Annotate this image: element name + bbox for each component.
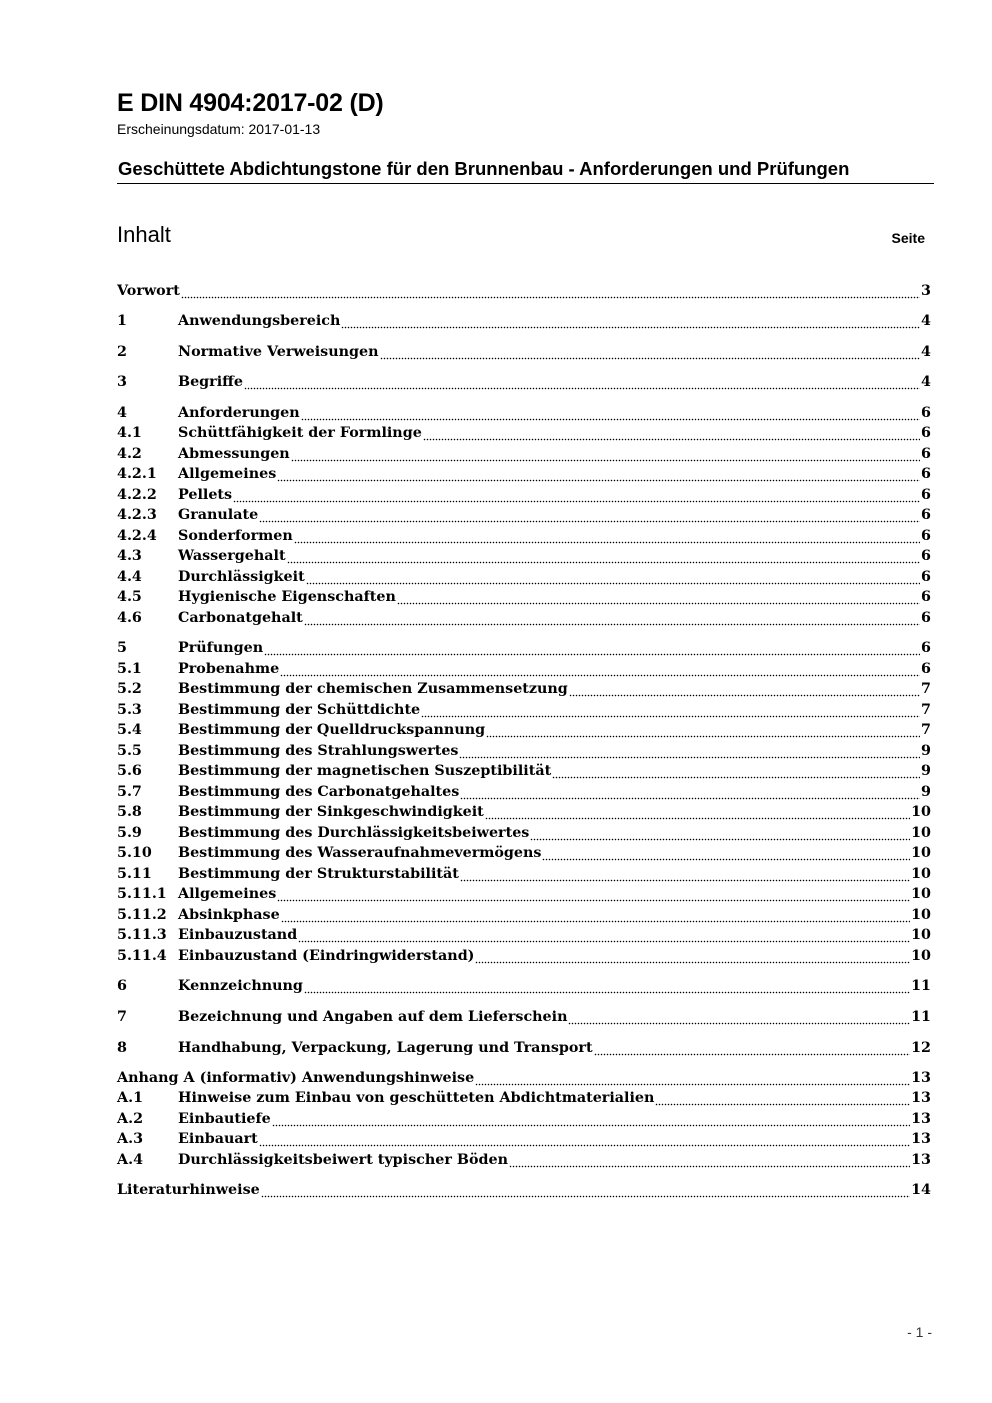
- toc-entry-title: Bestimmung der Schüttdichte: [178, 702, 421, 718]
- toc-entry-page: 14: [911, 1182, 931, 1198]
- dot-leader: [259, 505, 920, 525]
- toc-entry-title: Bestimmung der Strukturstabilität: [178, 866, 459, 882]
- toc-entry-title: Bestimmung des Carbonatgehaltes: [178, 784, 460, 800]
- toc-entry-number: 4.2: [117, 446, 142, 462]
- toc-entry-number: 4.2.1: [117, 466, 157, 482]
- toc-entry-title: Einbauzustand (Eindringwiderstand): [178, 948, 475, 964]
- dot-leader: [277, 464, 920, 484]
- toc-entry[interactable]: [117, 505, 931, 525]
- toc-entry-title: Bestimmung des Wasseraufnahmevermögens: [178, 845, 542, 861]
- dot-leader: [277, 884, 910, 904]
- toc-entry-title: Pellets: [178, 487, 233, 503]
- toc-entry-number: 3: [117, 374, 127, 390]
- toc-entry-title: Prüfungen: [178, 640, 264, 656]
- toc-entry-page: 6: [921, 446, 931, 462]
- toc-entry-title: Bestimmung der Sinkgeschwindigkeit: [178, 804, 484, 820]
- toc-entry-page: 11: [911, 1009, 931, 1025]
- toc-entry-number: 5.11.3: [117, 927, 167, 943]
- toc-entry-page: 9: [921, 784, 931, 800]
- dot-leader: [542, 843, 910, 863]
- toc-entry[interactable]: [117, 905, 931, 925]
- toc-entry-number: 5.11.4: [117, 948, 167, 964]
- toc-entry[interactable]: [117, 281, 931, 301]
- toc-entry[interactable]: [117, 608, 931, 628]
- toc-entry-number: 5.2: [117, 681, 142, 697]
- toc-entry[interactable]: [117, 843, 931, 863]
- toc-entry[interactable]: [117, 1150, 931, 1170]
- toc-entry-page: 12: [911, 1040, 931, 1056]
- toc-entry[interactable]: [117, 761, 931, 781]
- dot-leader: [421, 700, 920, 720]
- toc-entry-title: Anhang A (informativ) Anwendungshinweise: [117, 1070, 475, 1086]
- toc-entry-page: 6: [921, 487, 931, 503]
- toc-entry[interactable]: [117, 802, 931, 822]
- dot-leader: [287, 546, 920, 566]
- toc-entry-page: 4: [921, 344, 931, 360]
- dot-leader: [594, 1038, 911, 1058]
- toc-entry-page: 13: [911, 1131, 931, 1147]
- dot-leader: [304, 608, 920, 628]
- toc-entry-page: 13: [911, 1090, 931, 1106]
- dot-leader: [460, 782, 920, 802]
- toc-entry-title: Bestimmung der Quelldruckspannung: [178, 722, 486, 738]
- toc-entry-number: 5.4: [117, 722, 142, 738]
- toc-entry[interactable]: [117, 567, 931, 587]
- toc-entry[interactable]: [117, 864, 931, 884]
- toc-entry-page: 4: [921, 313, 931, 329]
- dot-leader: [459, 741, 920, 761]
- toc-entry-page: 13: [911, 1070, 931, 1086]
- toc-entry[interactable]: [117, 823, 931, 843]
- toc-entry[interactable]: [117, 403, 931, 423]
- toc-entry-page: 6: [921, 425, 931, 441]
- toc-entry-number: 5.9: [117, 825, 142, 841]
- toc-entry-number: 4.6: [117, 610, 142, 626]
- dot-leader: [304, 976, 910, 996]
- dot-leader: [509, 1150, 910, 1170]
- toc-entry[interactable]: [117, 700, 931, 720]
- toc-entry-title: Bestimmung der chemischen Zusammensetzung: [178, 681, 568, 697]
- toc-entry-title: Einbauart: [178, 1131, 258, 1147]
- toc-entry-title: Anwendungsbereich: [178, 313, 341, 329]
- toc-entry-title: Einbautiefe: [178, 1111, 271, 1127]
- document-title: E DIN 4904:2017-02 (D): [117, 89, 384, 117]
- toc-entry-page: 10: [911, 804, 931, 820]
- dot-leader: [298, 925, 910, 945]
- toc-entry-title: Handhabung, Verpackung, Lagerung und Transport: [178, 1040, 593, 1056]
- toc-entry[interactable]: [117, 782, 931, 802]
- toc-entry-number: 8: [117, 1040, 127, 1056]
- toc-entry-title: Normative Verweisungen: [178, 344, 379, 360]
- toc-entry-page: 6: [921, 589, 931, 605]
- toc-entry-page: 9: [921, 743, 931, 759]
- toc-entry[interactable]: [117, 342, 931, 362]
- toc-entry-page: 10: [911, 927, 931, 943]
- toc-entry-number: 4.2.2: [117, 487, 157, 503]
- toc-entry-title: Bestimmung des Durchlässigkeitsbeiwertes: [178, 825, 530, 841]
- dot-leader: [569, 679, 920, 699]
- toc-entry-title: Begriffe: [178, 374, 243, 390]
- dot-leader: [281, 905, 910, 925]
- toc-entry[interactable]: [117, 659, 931, 679]
- toc-entry[interactable]: [117, 444, 931, 464]
- toc-entry[interactable]: [117, 1180, 931, 1200]
- toc-entry-title: Allgemeines: [178, 886, 277, 902]
- toc-entry-page: 13: [911, 1111, 931, 1127]
- toc-entry[interactable]: [117, 884, 931, 904]
- toc-entry-title: Bestimmung der magnetischen Suszeptibilität: [178, 763, 552, 779]
- dot-leader: [380, 342, 921, 362]
- toc-entry-page: 7: [921, 702, 931, 718]
- toc-entry-title: Bestimmung des Strahlungswertes: [178, 743, 459, 759]
- toc-entry-number: 4.2.4: [117, 528, 157, 544]
- toc-entry-number: 5.7: [117, 784, 142, 800]
- toc-entry-number: 5.11: [117, 866, 152, 882]
- toc-entry[interactable]: [117, 423, 931, 443]
- toc-entry-page: 10: [911, 948, 931, 964]
- toc-entry-number: A.4: [117, 1152, 144, 1168]
- toc-entry-page: 6: [921, 507, 931, 523]
- dot-leader: [259, 1129, 910, 1149]
- toc-entry-page: 11: [911, 978, 931, 994]
- publication-date: Erscheinungsdatum: 2017-01-13: [117, 121, 321, 137]
- dot-leader: [486, 720, 920, 740]
- toc-entry-number: A.2: [117, 1111, 144, 1127]
- dot-leader: [341, 311, 920, 331]
- toc-entry[interactable]: [117, 587, 931, 607]
- toc-entry-page: 4: [921, 374, 931, 390]
- toc-entry[interactable]: [117, 372, 931, 392]
- dot-leader: [264, 638, 920, 658]
- dot-leader: [655, 1088, 910, 1108]
- dot-leader: [244, 372, 920, 392]
- toc-entry[interactable]: [117, 925, 931, 945]
- dot-leader: [181, 281, 920, 301]
- dot-leader: [306, 567, 920, 587]
- toc-entry-number: 4: [117, 405, 127, 421]
- toc-entry-title: Wassergehalt: [178, 548, 286, 564]
- toc-entry-page: 6: [921, 466, 931, 482]
- toc-entry-page: 10: [911, 825, 931, 841]
- dot-leader: [261, 1180, 910, 1200]
- page-number: - 1 -: [907, 1324, 932, 1340]
- page-column-label: Seite: [891, 230, 925, 246]
- toc-entry-number: 7: [117, 1009, 127, 1025]
- dot-leader: [397, 587, 920, 607]
- toc-entry-number: 5.8: [117, 804, 142, 820]
- toc-entry-title: Durchlässigkeitsbeiwert typischer Böden: [178, 1152, 508, 1168]
- toc-entry-title: Einbauzustand: [178, 927, 298, 943]
- toc-entry-title: Hinweise zum Einbau von geschütteten Abdichtmaterialien: [178, 1090, 655, 1106]
- dot-leader: [485, 802, 910, 822]
- toc-entry[interactable]: [117, 1068, 931, 1088]
- toc-entry-page: 6: [921, 528, 931, 544]
- toc-entry[interactable]: [117, 976, 931, 996]
- toc-entry-number: 5.5: [117, 743, 142, 759]
- toc-entry-number: 4.3: [117, 548, 142, 564]
- toc-entry-number: A.3: [117, 1131, 144, 1147]
- toc-entry-number: 1: [117, 313, 127, 329]
- toc-entry-number: 4.1: [117, 425, 142, 441]
- toc-entry-title: Abmessungen: [178, 446, 290, 462]
- toc-entry-title: Kennzeichnung: [178, 978, 303, 994]
- toc-entry-number: 5: [117, 640, 127, 656]
- toc-entry-number: 5.11.1: [117, 886, 167, 902]
- dot-leader: [552, 761, 920, 781]
- toc-entry-number: 5.1: [117, 661, 142, 677]
- toc-entry[interactable]: [117, 946, 931, 966]
- dot-leader: [475, 1068, 910, 1088]
- toc-entry-title: Anforderungen: [178, 405, 300, 421]
- toc-entry-title: Hygienische Eigenschaften: [178, 589, 396, 605]
- toc-entry-number: 6: [117, 978, 127, 994]
- toc-entry-page: 6: [921, 405, 931, 421]
- toc-entry-title: Schüttfähigkeit der Formlinge: [178, 425, 422, 441]
- document-subtitle: Geschüttete Abdichtungstone für den Brunnenbau - Anforderungen und Prüfungen: [118, 158, 850, 179]
- toc-entry[interactable]: [117, 1088, 931, 1108]
- toc-entry-page: 9: [921, 763, 931, 779]
- dot-leader: [568, 1007, 910, 1027]
- dot-leader: [475, 946, 910, 966]
- toc-entry-page: 6: [921, 548, 931, 564]
- toc-entry[interactable]: [117, 1007, 931, 1027]
- toc-entry-title: Granulate: [178, 507, 259, 523]
- toc-entry[interactable]: [117, 679, 931, 699]
- toc-entry-page: 6: [921, 610, 931, 626]
- toc-entry[interactable]: [117, 1038, 931, 1058]
- toc-entry-page: 6: [921, 640, 931, 656]
- dot-leader: [280, 659, 920, 679]
- toc-entry-page: 6: [921, 569, 931, 585]
- toc-entry-page: 10: [911, 886, 931, 902]
- dot-leader: [301, 403, 920, 423]
- toc-entry-number: A.1: [117, 1090, 144, 1106]
- toc-entry-number: 4.2.3: [117, 507, 157, 523]
- dot-leader: [423, 423, 920, 443]
- toc-entry-title: Allgemeines: [178, 466, 277, 482]
- toc-entry-number: 4.4: [117, 569, 142, 585]
- title-divider: [117, 183, 934, 184]
- toc-entry-title: Sonderformen: [178, 528, 293, 544]
- toc-entry[interactable]: [117, 720, 931, 740]
- toc-heading: Inhalt: [117, 222, 171, 247]
- dot-leader: [291, 444, 920, 464]
- toc-entry-page: 7: [921, 681, 931, 697]
- toc-entry[interactable]: [117, 638, 931, 658]
- toc-entry[interactable]: [117, 1109, 931, 1129]
- toc-entry-number: 5.10: [117, 845, 152, 861]
- toc-entry[interactable]: [117, 311, 931, 331]
- dot-leader: [233, 485, 920, 505]
- dot-leader: [294, 526, 920, 546]
- toc-entry-title: Durchlässigkeit: [178, 569, 305, 585]
- toc-entry-title: Vorwort: [117, 283, 180, 299]
- toc-entry-number: 2: [117, 344, 127, 360]
- toc-entry-number: 5.11.2: [117, 907, 167, 923]
- toc-entry[interactable]: [117, 526, 931, 546]
- toc-entry-page: 10: [911, 845, 931, 861]
- toc-entry-page: 3: [921, 283, 931, 299]
- toc-entry-title: Literaturhinweise: [117, 1182, 260, 1198]
- toc-entry-page: 6: [921, 661, 931, 677]
- toc-entry-title: Probenahme: [178, 661, 280, 677]
- toc-entry[interactable]: [117, 741, 931, 761]
- toc-entry[interactable]: [117, 464, 931, 484]
- toc-entry-number: 4.5: [117, 589, 142, 605]
- toc-entry-page: 13: [911, 1152, 931, 1168]
- toc-entry-page: 10: [911, 907, 931, 923]
- toc-entry[interactable]: [117, 485, 931, 505]
- toc-entry-page: 7: [921, 722, 931, 738]
- toc-entry[interactable]: [117, 1129, 931, 1149]
- toc-entry-title: Carbonatgehalt: [178, 610, 303, 626]
- toc-entry-title: Absinkphase: [178, 907, 280, 923]
- dot-leader: [530, 823, 910, 843]
- toc-entry-number: 5.6: [117, 763, 142, 779]
- toc-entry[interactable]: [117, 546, 931, 566]
- toc-entry-title: Bezeichnung und Angaben auf dem Lieferschein: [178, 1009, 568, 1025]
- dot-leader: [272, 1109, 910, 1129]
- dot-leader: [460, 864, 910, 884]
- toc-entry-number: 5.3: [117, 702, 142, 718]
- toc-entry-page: 10: [911, 866, 931, 882]
